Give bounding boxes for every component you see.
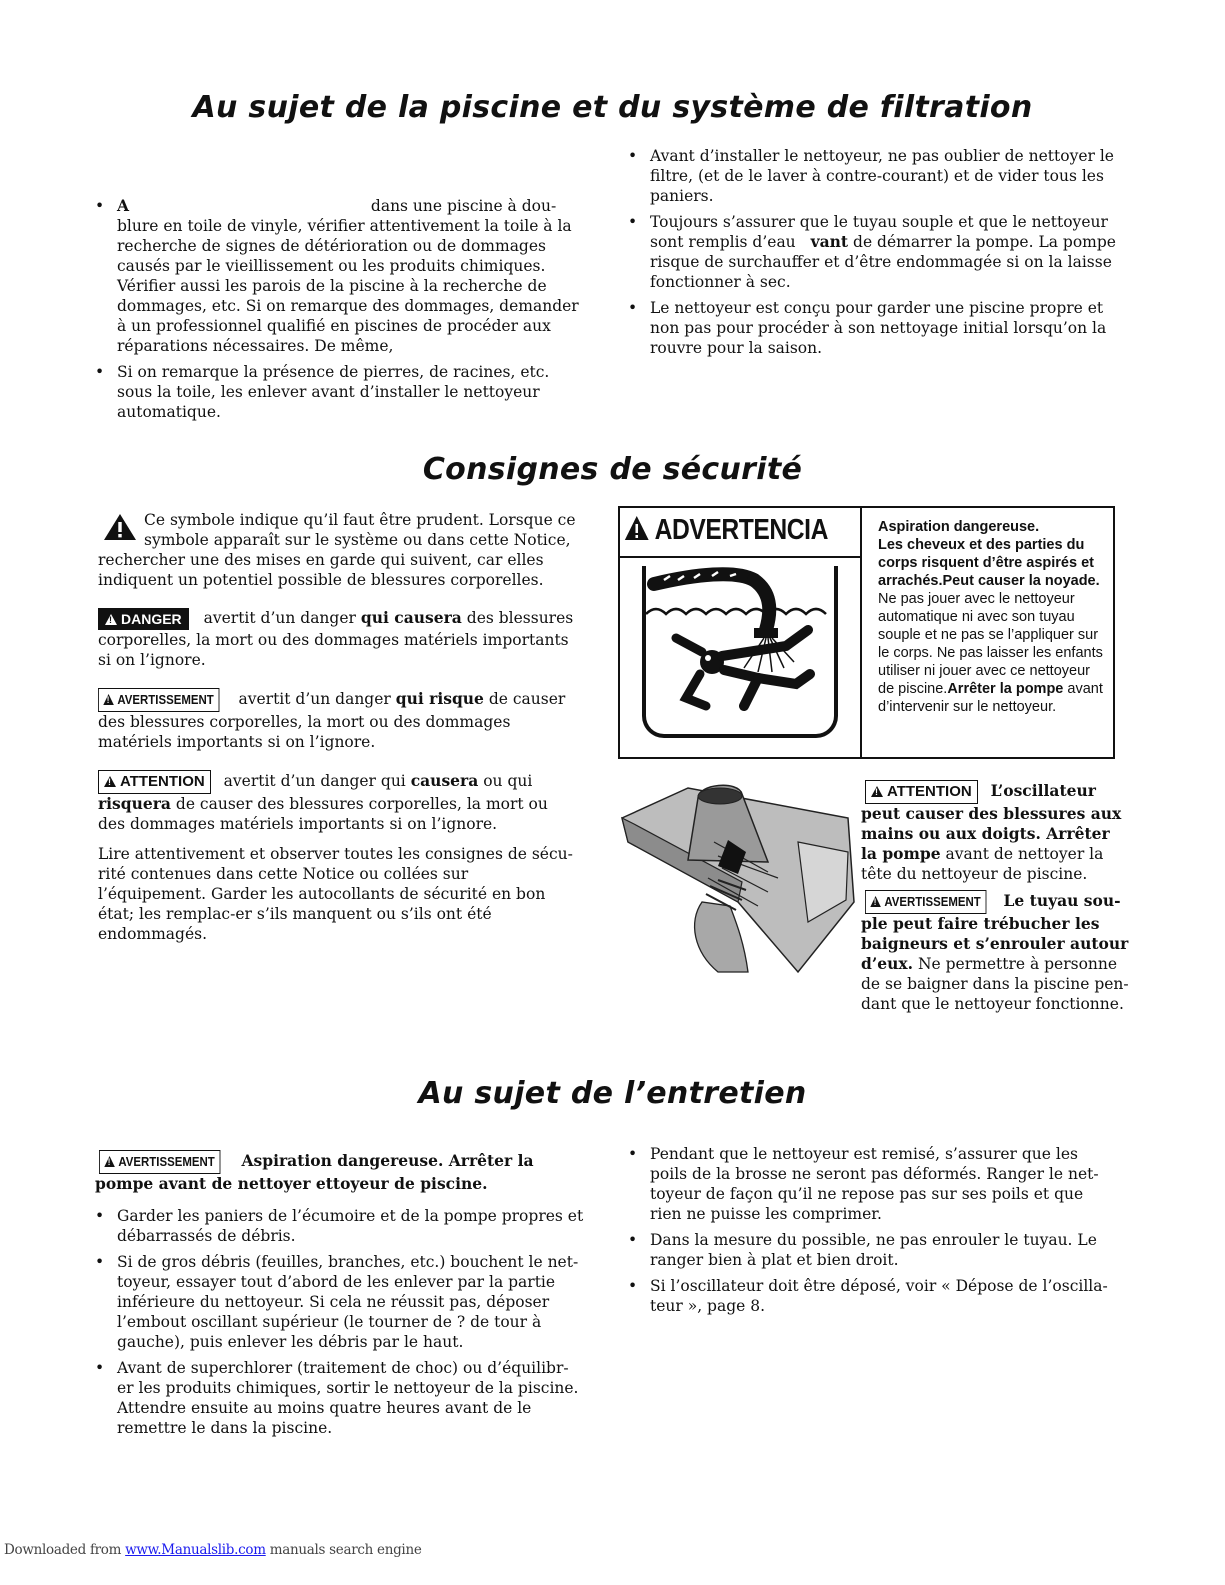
avertissement-label: !AVERTISSEMENT <box>98 688 219 712</box>
section-title-pool: Au sujet de la piscine et du système de filtration <box>192 90 1033 125</box>
attention-label: !ATTENTION <box>865 780 978 804</box>
safety-read-paragraph: Lire attentivement et observer toutes les consignes de sécu-rité contenues dans cette Notice ou collées sur l’équipement. Garder les autocollants de sécurité en bon état; les remplac-er s’ils manquent ou s’ils ont été endommagés. <box>98 845 573 943</box>
maintenance-bullet-baskets: • Garder les paniers de l’écumoire et de la pompe propres et débarrassés de débris. <box>95 1206 585 1246</box>
avertissement-label: !AVERTISSEMENT <box>99 1150 220 1174</box>
pool-bullet-lead: A <box>117 196 130 215</box>
alert-triangle-icon <box>105 614 117 625</box>
download-footer: Downloaded from www.Manualslib.com manuals search engine <box>4 1542 422 1558</box>
maintenance-left-column <box>95 1150 585 1444</box>
oscillator-attention-paragraph: !ATTENTION L’oscillateur peut causer des blessures aux mains ou aux doigts. Arrêter la pompe avant de nettoyer la tête du nettoyeur de piscine. <box>861 780 1129 884</box>
alert-triangle-icon <box>103 694 114 705</box>
safety-left-column <box>98 510 578 944</box>
safety-attention-paragraph: !ATTENTION avertit d’un danger qui causera ou qui risquera de causer des blessures corporelles, la mort ou des dommages matériels importants si on l’ignore. <box>98 770 578 834</box>
alert-triangle-icon <box>104 776 116 787</box>
advertencia-warning-box <box>618 506 1115 759</box>
cleaner-head-hand-icon <box>618 782 858 982</box>
manualslib-link[interactable]: www.Manualslib.com <box>125 1542 266 1558</box>
advertencia-text: Aspiration dangereuse. Les cheveux et des parties du corps risquent d’être aspirés et arrachés.Peut causer la noyade. Ne pas jouer avec le nettoyeur automatique ni avec son tuyau souple et ne pas se l’appliquer sur le corps. Ne pas laisser les enfants utiliser ni jouer avec ce nettoyeur de piscine.Arrêter la pompe avant d’intervenir sur le nettoyeur. <box>878 519 1103 715</box>
warning-triangle-icon <box>624 515 650 541</box>
safety-avertissement-paragraph: !AVERTISSEMENT avertit d’un danger qui risque de causer des blessures corporelles, la mort ou des dommages matériels importants si on l’ignore. <box>98 688 578 752</box>
swimmer-suction-icon <box>646 566 834 734</box>
maintenance-avertissement-paragraph: !AVERTISSEMENT Aspiration dangereuse. Arrêter la pompe avant de nettoyer ettoyeur de piscine. <box>95 1150 585 1194</box>
warning-triangle-icon <box>102 512 138 542</box>
section-title-maintenance: Au sujet de l’entretien <box>418 1076 807 1111</box>
maintenance-right-column <box>628 1144 1118 1322</box>
alert-triangle-icon <box>104 1156 115 1167</box>
section-title-safety: Consignes de sécurité <box>422 452 803 487</box>
alert-triangle-icon <box>871 786 883 797</box>
suction-hazard-pictogram <box>642 566 838 738</box>
pool-bullet-stones: • Si on remarque la présence de pierres, de racines, etc. sous la toile, les enlever avant d’installer le nettoyeur automatique. <box>95 362 585 422</box>
advertencia-header: ADVERTENCIA <box>624 514 828 547</box>
pool-bullet-liner-text: dans une piscine à dou-blure en toile de vinyle, vérifier attentivement la toile à la recherche de signes de détérioration ou de dommages causés par le vieillissement ou les produits chimiques. Vérifier aussi les parois de la piscine à la recherche de dommages, etc. Si on remarque des dommages, demander à un professionnel qualifié en piscines de procéder aux réparations nécessaires. De même, <box>117 197 579 355</box>
oscillator-avertissement-paragraph: !AVERTISSEMENT Le tuyau sou-ple peut faire trébucher les baigneurs et s’enrouler autour d’eux. Ne permettre à personne de se baigner dans la piscine pen-dant que le nettoyeur fonctionne. <box>861 890 1129 1014</box>
oscillator-illustration <box>618 782 858 982</box>
pool-left-column <box>95 196 585 428</box>
pool-bullet-fill-hose: • Toujours s’assurer que le tuyau souple et que le nettoyeur sont remplis d’eau vant de démarrer la pompe. La pompe risque de surchauffer et d’être endommagée si on la laisse fonctionner à sec. <box>628 212 1118 292</box>
safety-symbol-paragraph: Ce symbole indique qu’il faut être prudent. Lorsque ce symbole apparaît sur le système ou dans cette Notice, rechercher une des mises en garde qui suivent, car elles indiquent un potentiel possible de blessures corporelles. <box>98 511 576 589</box>
maintenance-bullet-storage: • Pendant que le nettoyeur est remisé, s’assurer que les poils de la brosse ne seront pas déformés. Ranger le net-toyeur de façon qu’il ne repose pas sur ses poils et que rien ne puisse les comprimer. <box>628 1144 1118 1224</box>
pool-bullet-designed: • Le nettoyeur est conçu pour garder une piscine propre et non pas pour procéder à son nettoyage initial lorsqu’on la rouvre pour la saison. <box>628 298 1118 358</box>
attention-label: !ATTENTION <box>98 770 211 794</box>
safety-danger-paragraph: !DANGER avertit d’un danger qui causera des blessures corporelles, la mort ou des dommages matériels importants si on l’ignore. <box>98 608 578 670</box>
maintenance-bullet-oscillator: • Si l’oscillateur doit être déposé, voir « Dépose de l’oscilla-teur », page 8. <box>628 1276 1118 1316</box>
oscillator-warnings <box>861 780 1129 1014</box>
alert-triangle-icon <box>870 896 881 907</box>
pool-bullet-liner <box>95 196 585 356</box>
maintenance-bullet-hose: • Dans la mesure du possible, ne pas enrouler le tuyau. Le ranger bien à plat et bien droit. <box>628 1230 1118 1270</box>
avertissement-label: !AVERTISSEMENT <box>865 890 986 914</box>
maintenance-bullet-debris: • Si de gros débris (feuilles, branches, etc.) bouchent le net-toyeur, essayer tout d’abord de les enlever par la partie inférieure du nettoyeur. Si cela ne réussit pas, déposer l’embout oscillant supérieur (le tourner de ? de tour à gauche), puis enlever les débris par le haut. <box>95 1252 585 1352</box>
pool-right-column <box>628 146 1118 364</box>
pool-bullet-filter: • Avant d’installer le nettoyeur, ne pas oublier de nettoyer le filtre, (et de le laver à contre-courant) et de vider tous les paniers. <box>628 146 1118 206</box>
danger-label: !DANGER <box>98 608 189 630</box>
maintenance-bullet-superchlorine: • Avant de superchlorer (traitement de choc) ou d’équilibr-er les produits chimiques, sortir le nettoyeur de la piscine. Attendre ensuite au moins quatre heures avant de le remettre le dans la piscine. <box>95 1358 585 1438</box>
